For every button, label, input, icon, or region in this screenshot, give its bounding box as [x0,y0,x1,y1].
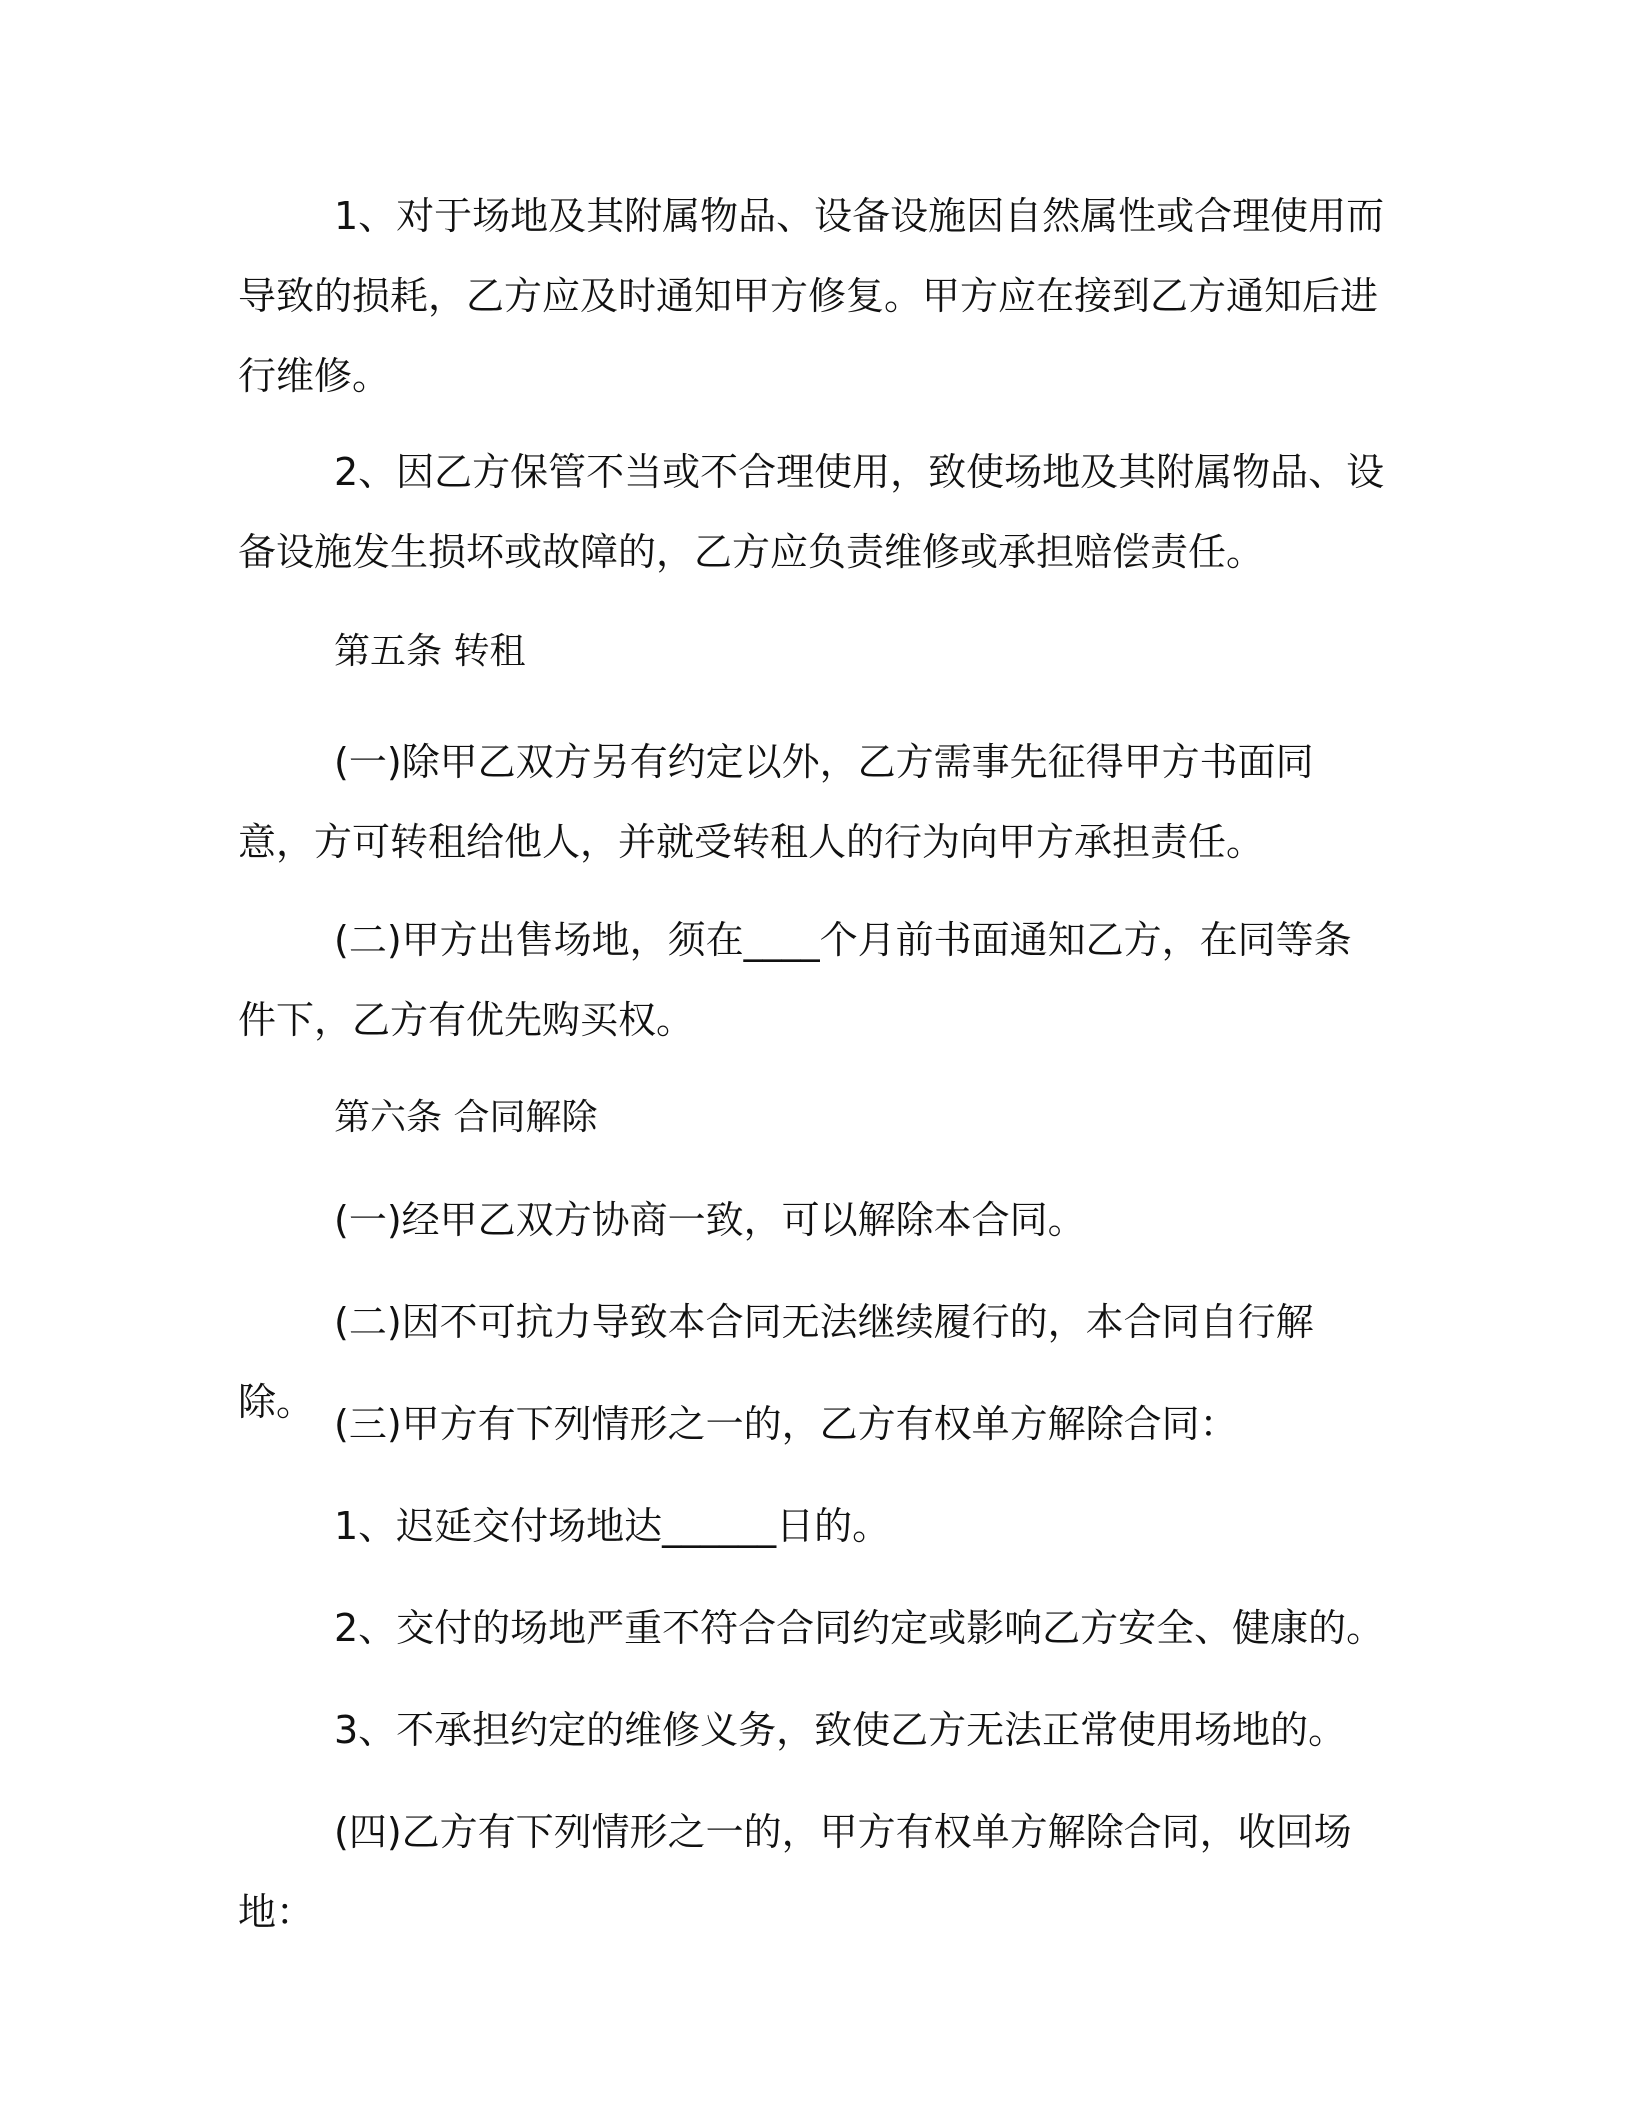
list-item-nonconforming: 2、交付的场地严重不符合合同约定或影响乙方安全、健康的。 [334,1606,1385,1650]
paragraph-sublease-1: (一)除甲乙双方另有约定以外，乙方需事先征得甲方书面同意，方可转租给他人，并就受转租人的行为向甲方承担责任。 [238,740,1314,864]
paragraph-termination-3: (三)甲方有下列情形之一的，乙方有权单方解除合同： [334,1402,1238,1446]
paragraph-termination-4: (四)乙方有下列情形之一的，甲方有权单方解除合同，收回场地： [238,1810,1352,1934]
paragraph-termination-1: (一)经甲乙双方协商一致，可以解除本合同。 [334,1198,1086,1242]
paragraph-maintenance-2: 2、因乙方保管不当或不合理使用，致使场地及其附属物品、设备设施发生损坏或故障的，乙方应负责维修或承担赔偿责任。 [238,450,1385,574]
list-item-maintenance: 3、不承担约定的维修义务，致使乙方无法正常使用场地的。 [334,1708,1347,1752]
paragraph-sublease-2: (二)甲方出售场地，须在____个月前书面通知乙方，在同等条件下，乙方有优先购买权。 [238,918,1352,1042]
paragraph-maintenance-1: 1、对于场地及其附属物品、设备设施因自然属性或合理使用而导致的损耗，乙方应及时通知甲方修复。甲方应在接到乙方通知后进行维修。 [238,194,1385,398]
paragraph-termination-2: (二)因不可抗力导致本合同无法继续履行的，本合同自行解除。 [238,1300,1314,1424]
heading-article-5: 第五条 转租 [334,631,526,672]
list-item-delay: 1、迟延交付场地达______日的。 [334,1504,891,1548]
heading-article-6: 第六条 合同解除 [334,1097,598,1138]
